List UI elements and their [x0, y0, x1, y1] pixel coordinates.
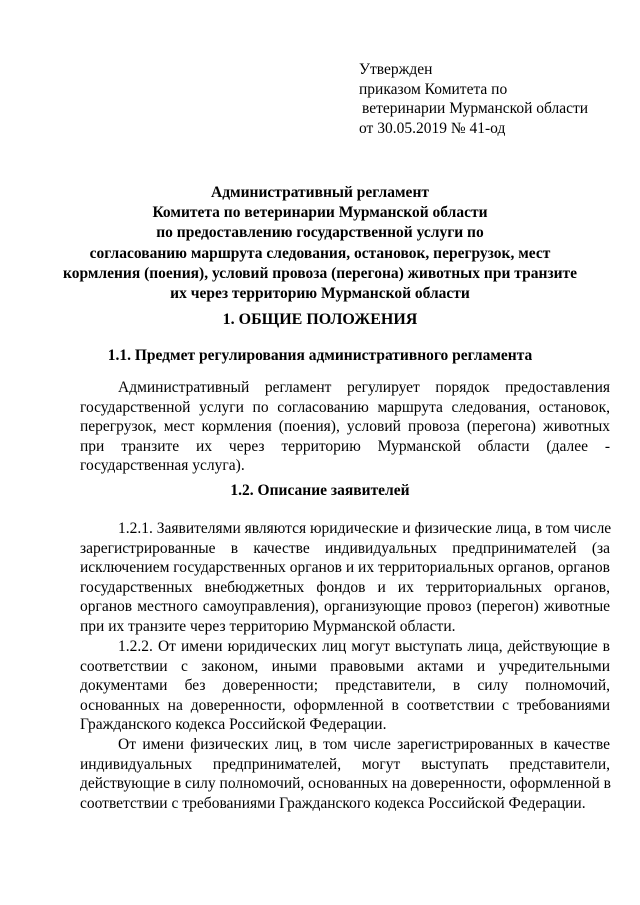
- title-line: Комитета по ветеринарии Мурманской области: [152, 204, 488, 222]
- paragraph-line: Административный регламент регулирует порядок предоставления: [118, 379, 610, 396]
- approval-line-committee: ветеринарии Мурманской области: [362, 100, 589, 117]
- paragraph-1-2-1: [80, 519, 610, 637]
- paragraph-line: документами без доверенности; представители, в силу полномочий,: [80, 677, 610, 695]
- paragraph-line: Гражданского кодекса Российской Федерации.: [80, 716, 387, 734]
- paragraph-physical-persons: [80, 735, 610, 813]
- title-line: согласованию маршрута следования, остановок, перегрузок, мест: [89, 244, 551, 262]
- paragraph-line: зарегистрированные в качестве индивидуальных предпринимателей (за: [80, 539, 610, 557]
- paragraph-line: 1.2.2. От имени юридических лиц могут выступать лица, действующие в: [118, 638, 610, 655]
- approval-line-date-number: от 30.05.2019 № 41-од: [359, 119, 506, 137]
- document-title: [60, 183, 580, 304]
- paragraph-line: перегрузок, мест кормления (поения), условий провоза (перегона) животных: [80, 418, 610, 436]
- paragraph-line: при их транзите через территорию Мурманской области.: [80, 617, 456, 635]
- section-heading-applicants: 1.2. Описание заявителей: [230, 482, 410, 499]
- section-heading-subject: 1.1. Предмет регулирования административного регламента: [107, 347, 533, 364]
- title-line: Административный регламент: [211, 184, 429, 201]
- paragraph-line: индивидуальных предпринимателей, могут выступать представители,: [80, 755, 610, 773]
- paragraph-line: государственная услуга).: [80, 457, 245, 475]
- title-line: их через территорию Мурманской области: [170, 285, 470, 303]
- paragraph-line: основанных на доверенности, оформленной в соответствии с требованиями: [80, 696, 610, 714]
- paragraph-line: органов местного самоуправления), организующие провоз (перегон) животные: [80, 598, 610, 616]
- paragraph-line: исключением государственных органов и их территориальных органов, органов: [80, 559, 610, 577]
- paragraph-line: при транзите их через территорию Мурманской области (далее -: [80, 437, 610, 455]
- title-line: по предоставлению государственной услуги по: [156, 224, 484, 242]
- paragraph-line: государственной услуги по согласованию маршрута следования, остановок,: [80, 398, 610, 416]
- title-line: кормления (поения), условий провоза (перегона) животных при транзите: [62, 264, 578, 282]
- approval-line-approved: Утвержден: [359, 61, 433, 78]
- paragraph-line: От имени физических лиц, в том числе зарегистрированных в качестве: [118, 736, 610, 753]
- paragraph-subject: [80, 378, 610, 476]
- section-heading-general: 1. ОБЩИЕ ПОЛОЖЕНИЯ: [222, 311, 418, 328]
- paragraph-line: 1.2.1. Заявителями являются юридические и физические лица, в том числе: [118, 520, 612, 537]
- paragraph-line: соответствии с требованиями Гражданского кодекса Российской Федерации.: [80, 794, 586, 812]
- approval-line-order: приказом Комитета по: [359, 80, 508, 98]
- paragraph-line: соответствии с законом, иными правовыми актами и учредительными: [80, 657, 610, 675]
- paragraph-line: действующие в силу полномочий, основанных на доверенности, оформленной в: [80, 775, 612, 793]
- approval-stamp: [359, 60, 588, 138]
- paragraph-line: государственных внебюджетных фондов и их территориальных органов,: [80, 578, 610, 596]
- paragraph-1-2-2: [80, 637, 610, 735]
